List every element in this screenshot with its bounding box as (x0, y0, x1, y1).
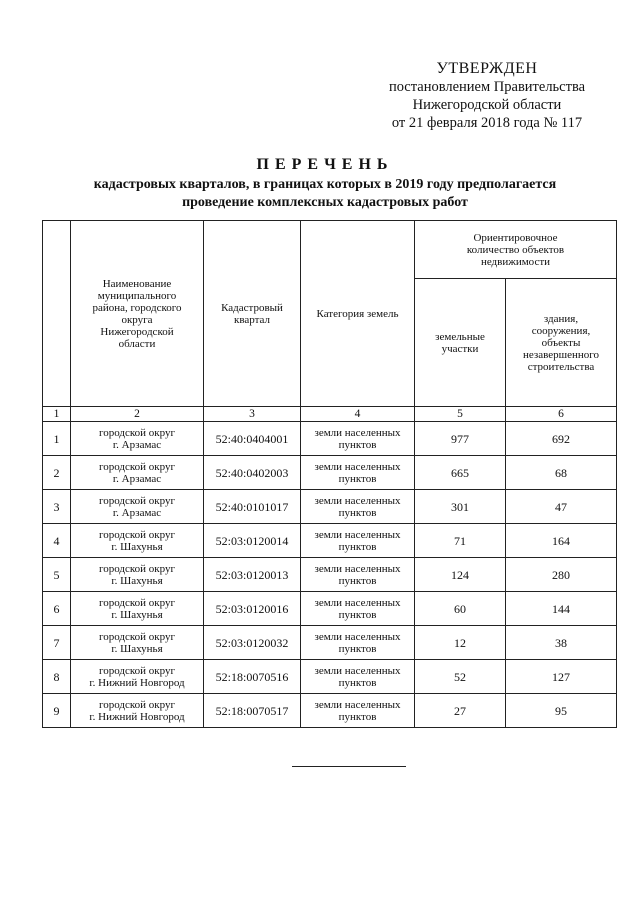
row-number: 4 (43, 524, 71, 558)
column-number: 6 (506, 407, 617, 422)
document-subtitle-line: кадастровых кварталов, в границах которых в 2019 году предполагается (93, 177, 557, 192)
district-text: г. Арзамас (112, 472, 162, 485)
column-number: 4 (301, 407, 415, 422)
district-text: городской округ (98, 494, 176, 507)
buildings-cell: 127 (506, 660, 617, 694)
document-title: ПЕРЕЧЕНЬ (256, 156, 394, 173)
category-cell (301, 626, 415, 660)
plots-cell: 124 (415, 558, 506, 592)
buildings-cell: 47 (506, 490, 617, 524)
table-row (43, 558, 617, 592)
district-cell (71, 524, 204, 558)
header-plots-text: участки (441, 342, 479, 355)
header-buildings-text: сооружения, (531, 324, 591, 337)
table-row (43, 592, 617, 626)
district-text: городской округ (98, 562, 176, 575)
plots-cell: 71 (415, 524, 506, 558)
district-text: городской округ (98, 664, 176, 677)
district-cell (71, 422, 204, 456)
buildings-cell: 692 (506, 422, 617, 456)
category-cell (301, 422, 415, 456)
category-text: пунктов (338, 676, 377, 689)
category-text: пунктов (338, 472, 377, 485)
district-text: г. Шахунья (111, 574, 163, 587)
category-text: земли населенных (314, 596, 401, 609)
column-number-row (43, 407, 617, 422)
plots-cell: 665 (415, 456, 506, 490)
plots-cell: 52 (415, 660, 506, 694)
header-district-text: области (118, 337, 156, 350)
header-estimate-text: недвижимости (480, 255, 551, 268)
category-text: земли населенных (314, 426, 401, 439)
row-number: 1 (43, 422, 71, 456)
column-number: 1 (43, 407, 71, 422)
cadastral-cell: 52:03:0120014 (204, 524, 301, 558)
table-row (43, 490, 617, 524)
district-cell (71, 592, 204, 626)
district-text: г. Нижний Новгород (89, 710, 185, 723)
table-row (43, 626, 617, 660)
district-text: г. Шахунья (111, 608, 163, 621)
district-text: городской округ (98, 528, 176, 541)
category-text: пунктов (338, 540, 377, 553)
district-text: г. Шахунья (111, 540, 163, 553)
approval-stamp (372, 60, 602, 132)
header-cadastral-text: квартал (233, 313, 271, 326)
category-cell (301, 660, 415, 694)
category-text: земли населенных (314, 698, 401, 711)
cadastral-cell: 52:03:0120013 (204, 558, 301, 592)
header-buildings-text: незавершенного (522, 348, 599, 361)
header-district-text: округа (121, 313, 153, 326)
row-number: 7 (43, 626, 71, 660)
column-number: 2 (71, 407, 204, 422)
plots-cell: 301 (415, 490, 506, 524)
buildings-cell: 144 (506, 592, 617, 626)
cadastral-cell: 52:40:0402003 (204, 456, 301, 490)
table-row (43, 660, 617, 694)
header-number-cell (43, 221, 71, 407)
plots-cell: 27 (415, 694, 506, 728)
header-district-text: муниципального (97, 289, 177, 302)
table-row (43, 422, 617, 456)
column-number: 5 (415, 407, 506, 422)
header-district-text: района, городского (92, 301, 182, 314)
document-heading (40, 156, 610, 212)
district-cell (71, 694, 204, 728)
district-text: городской округ (98, 698, 176, 711)
district-text: городской округ (98, 426, 176, 439)
buildings-cell: 280 (506, 558, 617, 592)
buildings-cell: 95 (506, 694, 617, 728)
district-cell (71, 490, 204, 524)
district-cell (71, 626, 204, 660)
table-row (43, 456, 617, 490)
district-text: городской округ (98, 596, 176, 609)
category-text: земли населенных (314, 664, 401, 677)
district-text: г. Арзамас (112, 438, 162, 451)
cadastral-cell: 52:18:0070516 (204, 660, 301, 694)
header-cadastral-cell (204, 221, 301, 407)
row-number: 9 (43, 694, 71, 728)
category-text: пунктов (338, 574, 377, 587)
plots-cell: 977 (415, 422, 506, 456)
header-district-text: Наименование (102, 277, 172, 290)
cadastral-quarters-table (42, 220, 617, 728)
category-text: пунктов (338, 506, 377, 519)
header-estimate-text: количество объектов (466, 243, 565, 256)
district-cell (71, 558, 204, 592)
row-number: 3 (43, 490, 71, 524)
category-text: пунктов (338, 710, 377, 723)
document-subtitle-line: проведение комплексных кадастровых работ (182, 195, 468, 210)
buildings-cell: 68 (506, 456, 617, 490)
category-text: пунктов (338, 642, 377, 655)
category-text: пунктов (338, 608, 377, 621)
row-number: 8 (43, 660, 71, 694)
buildings-cell: 164 (506, 524, 617, 558)
table-row (43, 694, 617, 728)
table-row (43, 524, 617, 558)
cadastral-cell: 52:40:0404001 (204, 422, 301, 456)
category-text: земли населенных (314, 562, 401, 575)
district-text: г. Нижний Новгород (89, 676, 185, 689)
header-category-cell: Категория земель (301, 221, 415, 407)
district-text: г. Шахунья (111, 642, 163, 655)
category-text: пунктов (338, 438, 377, 451)
cadastral-cell: 52:40:0101017 (204, 490, 301, 524)
cadastral-cell: 52:18:0070517 (204, 694, 301, 728)
cadastral-cell: 52:03:0120016 (204, 592, 301, 626)
row-number: 2 (43, 456, 71, 490)
district-text: городской округ (98, 630, 176, 643)
row-number: 6 (43, 592, 71, 626)
header-buildings-text: объекты (541, 336, 581, 349)
category-cell (301, 558, 415, 592)
end-divider (292, 766, 406, 767)
cadastral-cell: 52:03:0120032 (204, 626, 301, 660)
category-text: земли населенных (314, 494, 401, 507)
approval-line: постановлением Правительства (388, 79, 586, 95)
header-plots-text: земельные (435, 330, 485, 343)
header-buildings-cell (506, 279, 617, 407)
plots-cell: 12 (415, 626, 506, 660)
approval-title: УТВЕРЖДЕН (436, 60, 538, 77)
district-text: г. Арзамас (112, 506, 162, 519)
buildings-cell: 38 (506, 626, 617, 660)
district-cell (71, 456, 204, 490)
category-cell (301, 490, 415, 524)
header-plots-cell (415, 279, 506, 407)
category-cell (301, 592, 415, 626)
district-text: городской округ (98, 460, 176, 473)
category-text: земли населенных (314, 460, 401, 473)
row-number: 5 (43, 558, 71, 592)
category-cell (301, 694, 415, 728)
header-estimate-text: Ориентировочное (473, 231, 558, 244)
approval-line: Нижегородской области (412, 97, 562, 113)
header-buildings-text: здания, (543, 312, 579, 325)
category-cell (301, 524, 415, 558)
header-estimate-cell (415, 221, 617, 279)
plots-cell: 60 (415, 592, 506, 626)
district-cell (71, 660, 204, 694)
column-number: 3 (204, 407, 301, 422)
category-cell (301, 456, 415, 490)
header-cadastral-text: Кадастровый (221, 301, 283, 314)
header-district-cell (71, 221, 204, 407)
header-buildings-text: строительства (527, 360, 595, 373)
category-text: земли населенных (314, 630, 401, 643)
category-text: земли населенных (314, 528, 401, 541)
header-district-text: Нижегородской (100, 325, 174, 338)
approval-line: от 21 февраля 2018 года № 117 (391, 115, 583, 131)
